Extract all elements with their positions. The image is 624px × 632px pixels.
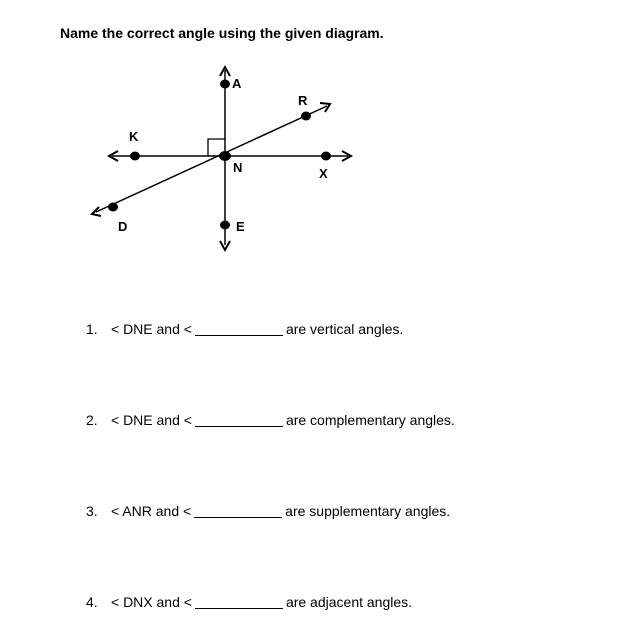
point-e xyxy=(220,221,230,230)
question-suffix: are supplementary angles. xyxy=(285,503,451,519)
question-prefix: < DNE and < xyxy=(111,412,192,428)
point-r xyxy=(301,112,311,121)
point-a xyxy=(220,80,230,89)
answer-blank[interactable] xyxy=(195,425,283,427)
question-suffix: are adjacent angles. xyxy=(285,594,413,610)
question-number: 2. xyxy=(86,412,98,428)
point-d xyxy=(108,203,118,212)
question-prefix: < DNX and < xyxy=(111,594,192,610)
answer-blank[interactable] xyxy=(195,334,283,336)
question-2 xyxy=(86,412,455,428)
instructions-heading: Name the correct angle using the given diagram. xyxy=(60,25,384,41)
label-r: R xyxy=(298,93,308,108)
label-e: E xyxy=(236,219,245,234)
question-number: 3. xyxy=(86,503,98,519)
question-prefix: < DNE and < xyxy=(111,321,192,337)
point-n xyxy=(219,151,231,161)
question-1 xyxy=(86,321,403,337)
question-number: 4. xyxy=(86,594,98,610)
point-k xyxy=(130,152,140,161)
point-x xyxy=(321,152,331,161)
answer-blank[interactable] xyxy=(194,516,282,518)
question-prefix: < ANR and < xyxy=(111,503,192,519)
question-suffix: are complementary angles. xyxy=(285,412,455,428)
angle-diagram xyxy=(0,0,624,300)
label-n: N xyxy=(233,160,243,175)
label-x: X xyxy=(319,166,328,181)
answer-blank[interactable] xyxy=(195,607,283,609)
line-dr xyxy=(96,106,327,212)
question-3 xyxy=(86,503,450,519)
question-suffix: are vertical angles. xyxy=(285,321,404,337)
label-k: K xyxy=(129,129,139,144)
label-d: D xyxy=(118,219,128,234)
question-4 xyxy=(86,594,412,610)
question-number: 1. xyxy=(86,321,98,337)
label-a: A xyxy=(232,76,242,91)
